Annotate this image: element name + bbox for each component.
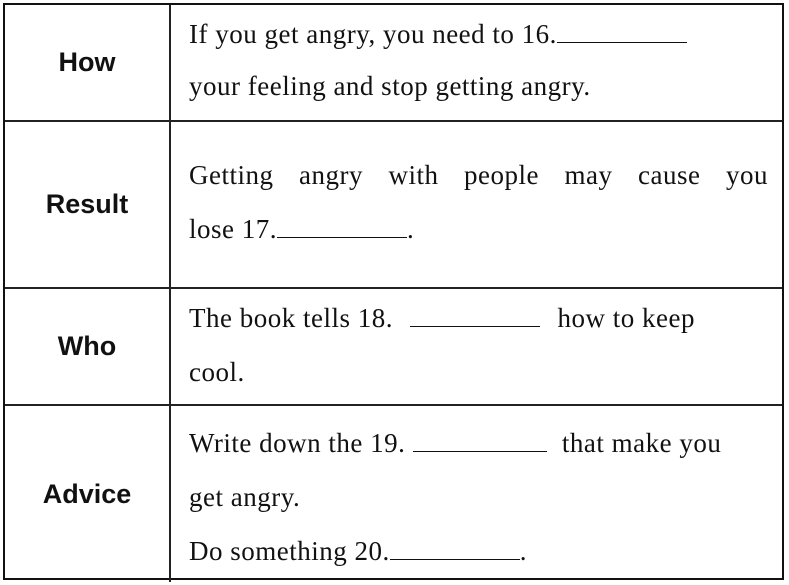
blank-17	[277, 236, 407, 238]
content-line	[189, 482, 768, 513]
row-content-advice	[171, 406, 782, 582]
text-segment: The book tells 18.	[189, 303, 393, 333]
content-line	[189, 160, 768, 191]
cloze-table	[3, 3, 784, 580]
text-segment: how to keep	[557, 303, 695, 333]
blank-19	[413, 450, 547, 452]
table-row-result	[5, 122, 782, 289]
row-content-who	[171, 289, 782, 404]
row-content-result	[171, 122, 782, 287]
row-content-how	[171, 5, 782, 120]
blank-18	[410, 325, 540, 327]
content-line	[189, 71, 768, 102]
text-segment: Do something 20.	[189, 536, 390, 566]
text-segment: .	[407, 214, 415, 244]
content-line	[189, 214, 768, 245]
content-line	[189, 428, 768, 459]
text-segment: If you get angry, you need to 16.	[189, 19, 557, 49]
text-segment: cool.	[189, 357, 245, 387]
table-row-who	[5, 289, 782, 406]
content-line	[189, 19, 768, 50]
text-segment: get angry.	[189, 482, 301, 512]
text-segment: .	[519, 536, 527, 566]
text-segment: lose 17.	[189, 214, 277, 244]
row-label-result: Result	[5, 122, 171, 287]
row-label-who: Who	[5, 289, 171, 404]
blank-20	[390, 558, 520, 560]
content-line	[189, 536, 768, 567]
table-row-advice	[5, 406, 782, 582]
table-row-how	[5, 5, 782, 122]
row-label-advice: Advice	[5, 406, 171, 582]
content-line	[189, 357, 768, 388]
text-segment: your feeling and stop getting angry.	[189, 71, 591, 101]
text-segment: Write down the 19.	[189, 428, 406, 458]
text-segment: Getting angry with people may cause you	[189, 160, 768, 190]
text-segment: that make you	[561, 428, 722, 458]
blank-16	[557, 41, 687, 43]
row-label-how: How	[5, 5, 171, 120]
content-line	[189, 303, 768, 334]
